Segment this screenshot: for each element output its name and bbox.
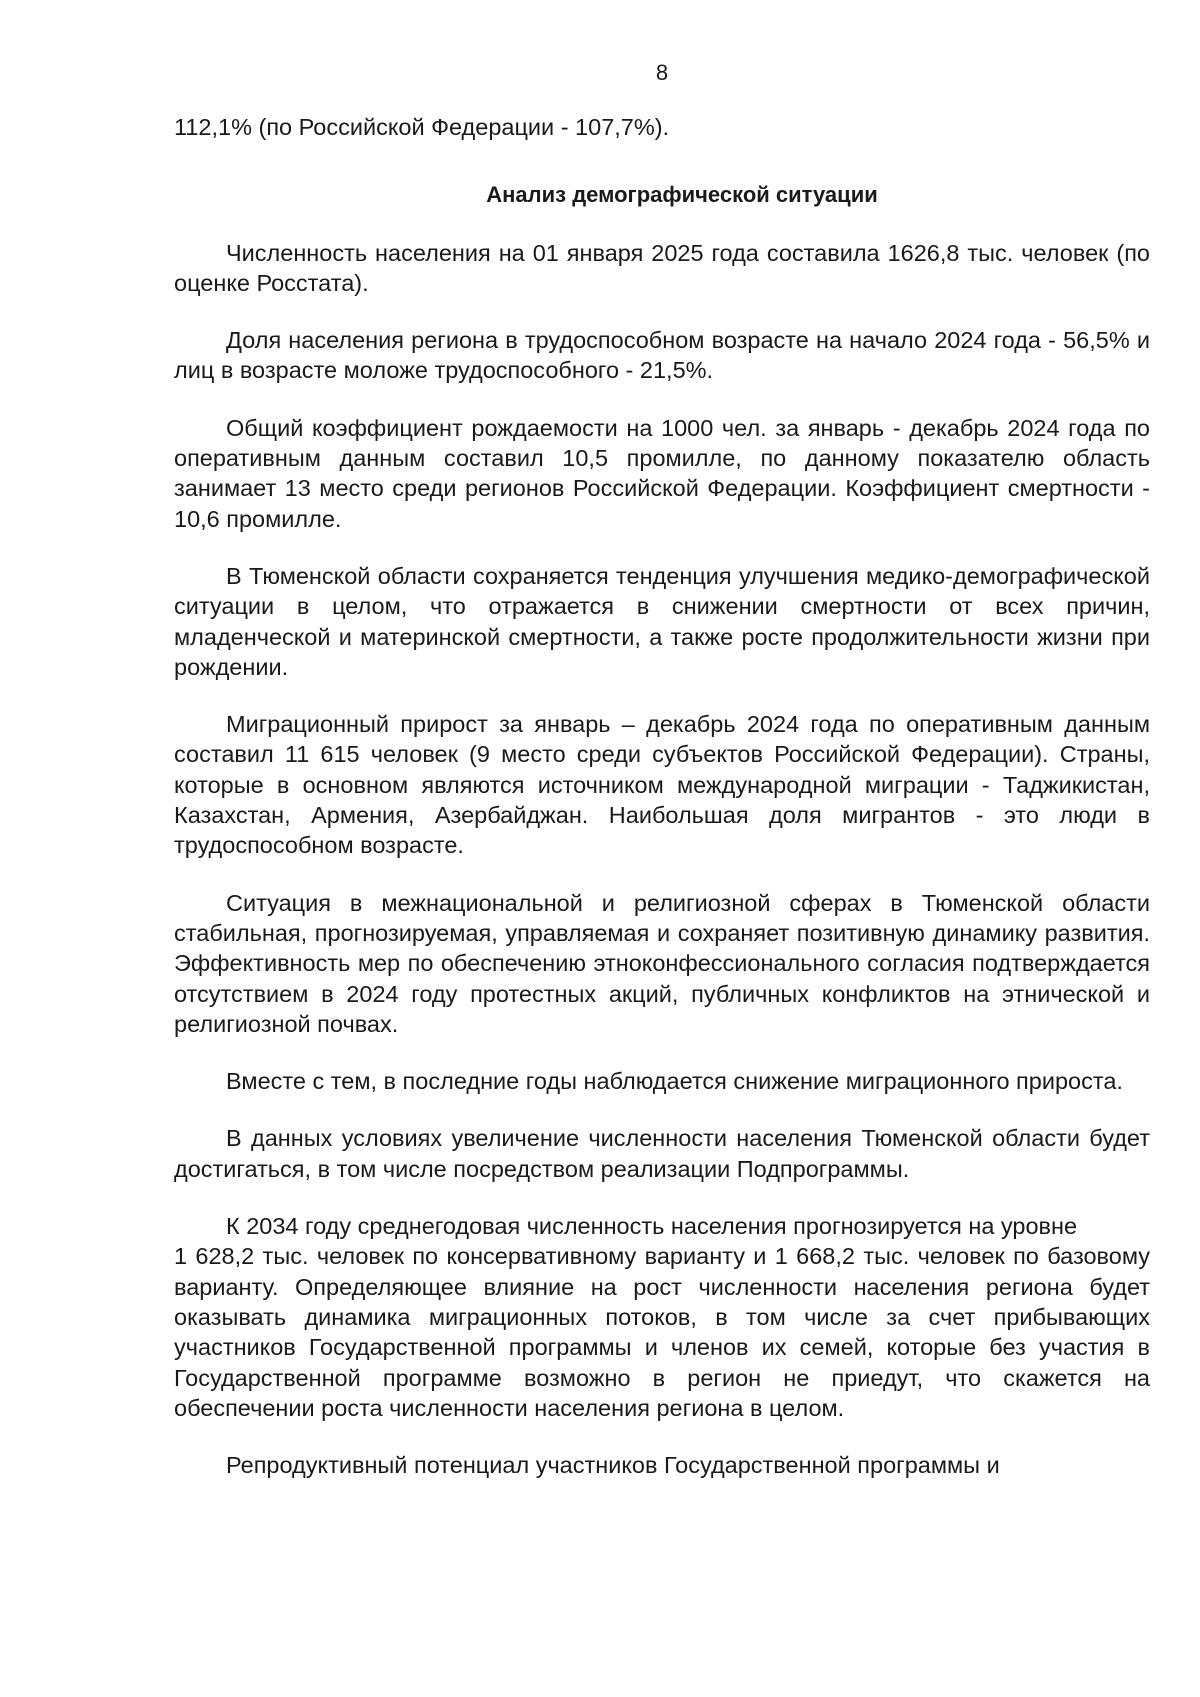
paragraph-reproductive: Репродуктивный потенциал участников Государственной программы и: [226, 1452, 1000, 1479]
continuation-line: 112,1% (по Российской Федерации - 107,7%).: [174, 114, 670, 140]
document-body: [174, 112, 1150, 1480]
paragraph-interethnic: Ситуация в межнациональной и религиозной сферах в Тюменской области стабильная, прогнозируемая, управляемая и сохраняет позитивную динамику развития. Эффективность мер по обеспечению этноконфессионального согласия подтверждается отсутствием в 2024 году протестных акций, публичных конфликтов на этнической и религиозной почвах.: [174, 889, 1150, 1037]
page-number: 8: [655, 60, 669, 85]
paragraph-medical-demographic: В Тюменской области сохраняется тенденция улучшения медико-демографической ситуации в целом, что отражается в снижении смертности от всех причин, младенческой и материнской смертности, а также росте продолжительности жизни при рождении.: [174, 562, 1150, 680]
section-heading: Анализ демографической ситуации: [486, 182, 878, 208]
paragraph-subprogram: В данных условиях увеличение численности населения Тюменской области будет достигаться, в том числе посредством реализации Подпрограммы.: [174, 1125, 1150, 1182]
paragraph-population: Численность населения на 01 января 2025 года составила 1626,8 тыс. человек (по оценке Росстата).: [174, 239, 1150, 296]
paragraph-migration-decline: Вместе с тем, в последние годы наблюдается снижение миграционного прироста.: [226, 1068, 1123, 1095]
paragraph-forecast-intro: К 2034 году среднегодовая численность населения прогнозируется на уровне: [226, 1213, 1078, 1240]
paragraph-working-age: Доля населения региона в трудоспособном возрасте на начало 2024 года - 56,5% и лиц в возрасте моложе трудоспособного - 21,5%.: [174, 327, 1150, 384]
paragraph-migration: Миграционный прирост за январь – декабрь 2024 года по оперативным данным составил 11 615 человек (9 место среди субъектов Российской Федерации). Страны, которые в основном являются источником международной миграции - Таджикистан, Казахстан, Армения, Азербайджан. Наибольшая доля мигрантов - это люди в трудоспособном возрасте.: [174, 711, 1150, 859]
paragraph-forecast-body: 1 628,2 тыс. человек по консервативному варианту и 1 668,2 тыс. человек по базовому варианту. Определяющее влияние на рост численности населения региона будет оказывать динамика миграционных потоков, в том числе за счет прибывающих участников Государственной программы и членов их семей, которые без участия в Государственной программе возможно в регион не приедут, что скажется на обеспечении роста численности населения региона в целом.: [174, 1243, 1150, 1421]
paragraph-birth-rate: Общий коэффициент рождаемости на 1000 чел. за январь - декабрь 2024 года по оперативным данным составил 10,5 промилле, по данному показателю область занимает 13 место среди регионов Российской Федерации. Коэффициент смертности - 10,6 промилле.: [174, 414, 1150, 532]
